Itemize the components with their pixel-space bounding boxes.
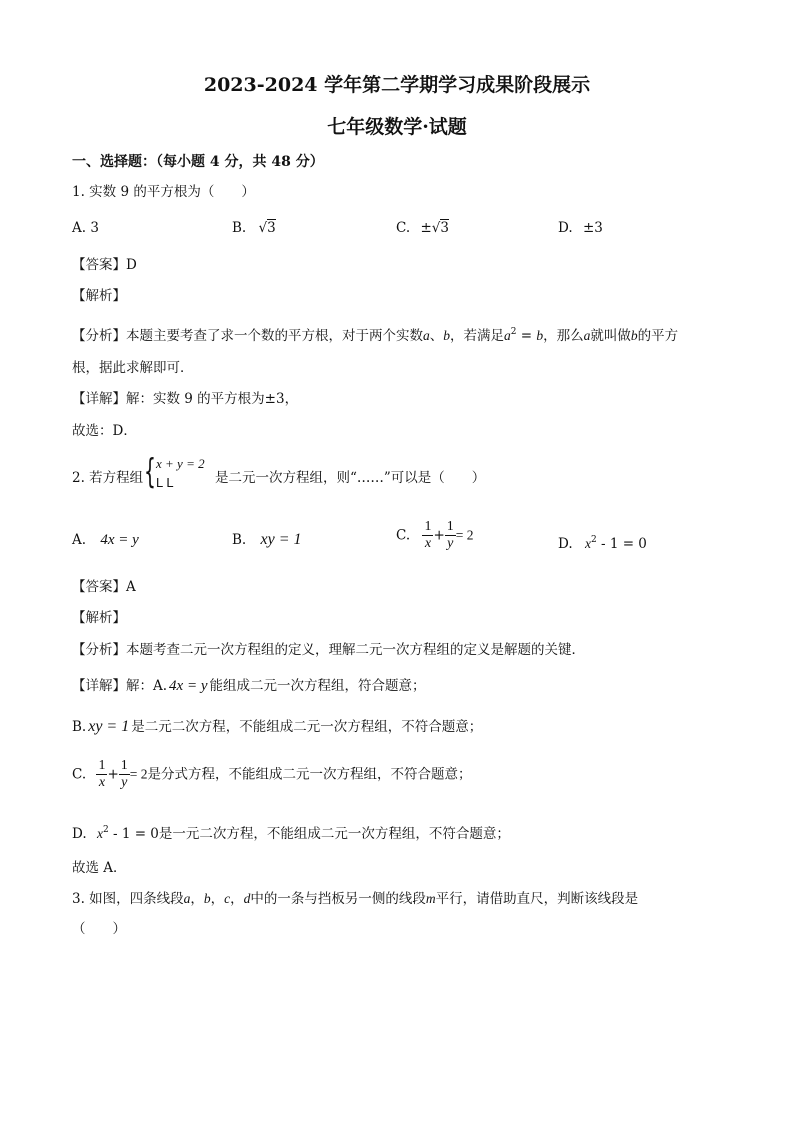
option-value: 3 [90,220,99,236]
comma: ， [210,891,225,907]
q3-stem [72,890,638,908]
q2-stem-post: 是二元一次方程组，则“……”可以是（ ） [215,470,486,486]
eq-exponent: 2 [510,327,517,337]
var-x: x [96,826,103,841]
q2-detail-b [72,718,482,736]
option-label: B. [232,532,247,548]
plus-minus: ± [420,220,432,236]
exponent: 2 [590,535,597,545]
equation-rhs: = 2 [129,766,148,782]
option-value: 4x = y [100,532,139,548]
comma: ， [190,891,204,907]
separator: 、 [429,328,444,344]
q1-conclusion: 故选：D． [72,423,137,439]
q1-analysis-tag: 【解析】 [72,288,126,304]
detail-text: 解：A. [126,678,168,694]
system-line1: x + y = 2 [156,456,205,471]
q1-answer [72,256,137,274]
detail-tag: 【详解】 [72,391,126,407]
equation-rest: - 1 = 0 [108,826,159,842]
q2-option-b [232,531,302,549]
eq-a: a [504,328,511,343]
option-label: C. [396,220,411,236]
q2-option-d [558,531,647,553]
page-subtitle: 七年级数学·试题 [327,116,467,138]
system-line2: L L [156,475,174,490]
option-label: B. [232,220,247,236]
fraction-1-over-x: $\frac{1}{x}$ [98,758,106,790]
var-x: x [584,536,591,551]
detail-text: 是分式方程，不能组成二元一次方程组，不符合题意； [147,766,472,783]
comma: ， [230,891,244,907]
option-value: ±3 [582,220,603,236]
fraction-1-over-y: $\frac{1}{y}$ [446,519,454,551]
fenxi-text: 的平方 [637,328,679,344]
q1-fenxi-line1 [72,323,678,345]
var-b: b [630,328,638,343]
q2-answer [72,578,136,596]
fenxi-tag: 【分析】 [72,642,126,658]
var-b: b [203,891,211,906]
var-a: a [183,891,191,906]
option-label: C. [396,527,411,544]
q2-stem-pre: 2. 若方程组 [72,470,144,486]
var-d: d [243,891,251,906]
equation-rhs: = 2 [455,527,474,543]
fenxi-text: ，若满足 [450,328,504,344]
q1-option-a [72,219,99,237]
equation-rest: - 1 = 0 [596,536,647,552]
var-m: m [425,891,436,906]
option-label: A. [72,532,87,548]
answer-value: A [126,579,136,595]
plus-sign: + [433,527,445,544]
detail-text: 解：实数 9 的平方根为±3， [126,391,299,407]
fenxi-text: 本题考查二元一次方程组的定义，理解二元一次方程组的定义是解题的关键． [126,642,585,658]
q2-option-c [396,519,474,552]
q2-analysis-tag: 【解析】 [72,610,126,626]
q2-detail-a [72,677,425,695]
detail-text: B. [72,719,87,735]
q1-detail [72,390,298,408]
exponent: 2 [102,825,109,835]
q2-detail-d [72,821,510,843]
sqrt-icon: √ [431,220,441,236]
var-c: c [224,891,231,906]
brace-icon: { [144,452,156,492]
equation: 4x = y [169,678,208,694]
q2-detail-c [72,758,472,791]
q2-option-a [72,531,139,549]
option-label: D. [558,220,573,236]
q1-option-d [558,219,603,237]
stem-text: 平行，请借助直尺，判断该线段是 [435,891,639,907]
option-value: 3 [267,220,276,236]
answer-tag: 【答案】 [72,257,126,273]
q2-conclusion: 故选 A． [72,860,127,876]
detail-text: 是二元二次方程，不能组成二元一次方程组，不符合题意； [131,719,483,735]
q1-stem: 1. 实数 9 的平方根为（ ） [72,184,255,200]
stem-text: 中的一条与挡板另一侧的线段 [250,891,426,907]
detail-tag: 【详解】 [72,678,126,694]
fenxi-tag: 【分析】 [72,328,126,344]
q1-fenxi-line2: 根，据此求解即可． [72,360,194,376]
option-label: A. [72,220,87,236]
eq-b: b [536,328,544,343]
var-a: a [423,328,430,343]
detail-text: C. [72,766,87,783]
q1-option-b [232,219,276,237]
detail-text: 是一元二次方程，不能组成二元一次方程组，不符合题意； [158,826,510,842]
answer-value: D [126,257,137,273]
eq-equals: = [516,328,537,344]
fenxi-text: ，那么 [543,328,584,344]
fraction-1-over-y: $\frac{1}{y}$ [120,758,128,790]
option-label: D. [558,536,573,552]
stem-text: 3. 如图，四条线段 [72,891,184,907]
option-value: 3 [440,220,449,236]
equation: xy = 1 [88,718,130,735]
sqrt-icon: √ [258,220,268,236]
fenxi-text: 就叫做 [590,328,631,344]
detail-text: D. [72,826,87,842]
answer-tag: 【答案】 [72,579,126,595]
option-value: xy = 1 [260,531,302,548]
section-heading: 一、选择题：（每小题 4 分，共 48 分） [72,154,324,170]
fraction-1-over-x: $\frac{1}{x}$ [424,519,432,551]
q1-option-c [396,219,449,237]
var-b: b [443,328,450,343]
q2-fenxi [72,641,585,659]
q3-paren: （ ） [72,921,126,937]
fenxi-text: 本题主要考查了求一个数的平方根，对于两个实数 [126,328,423,344]
detail-text: 能组成二元一次方程组，符合题意； [209,678,426,694]
plus-sign: + [107,766,119,783]
var-a: a [583,328,591,343]
page-title: 2023-2024 学年第二学期学习成果阶段展示 [203,74,591,96]
